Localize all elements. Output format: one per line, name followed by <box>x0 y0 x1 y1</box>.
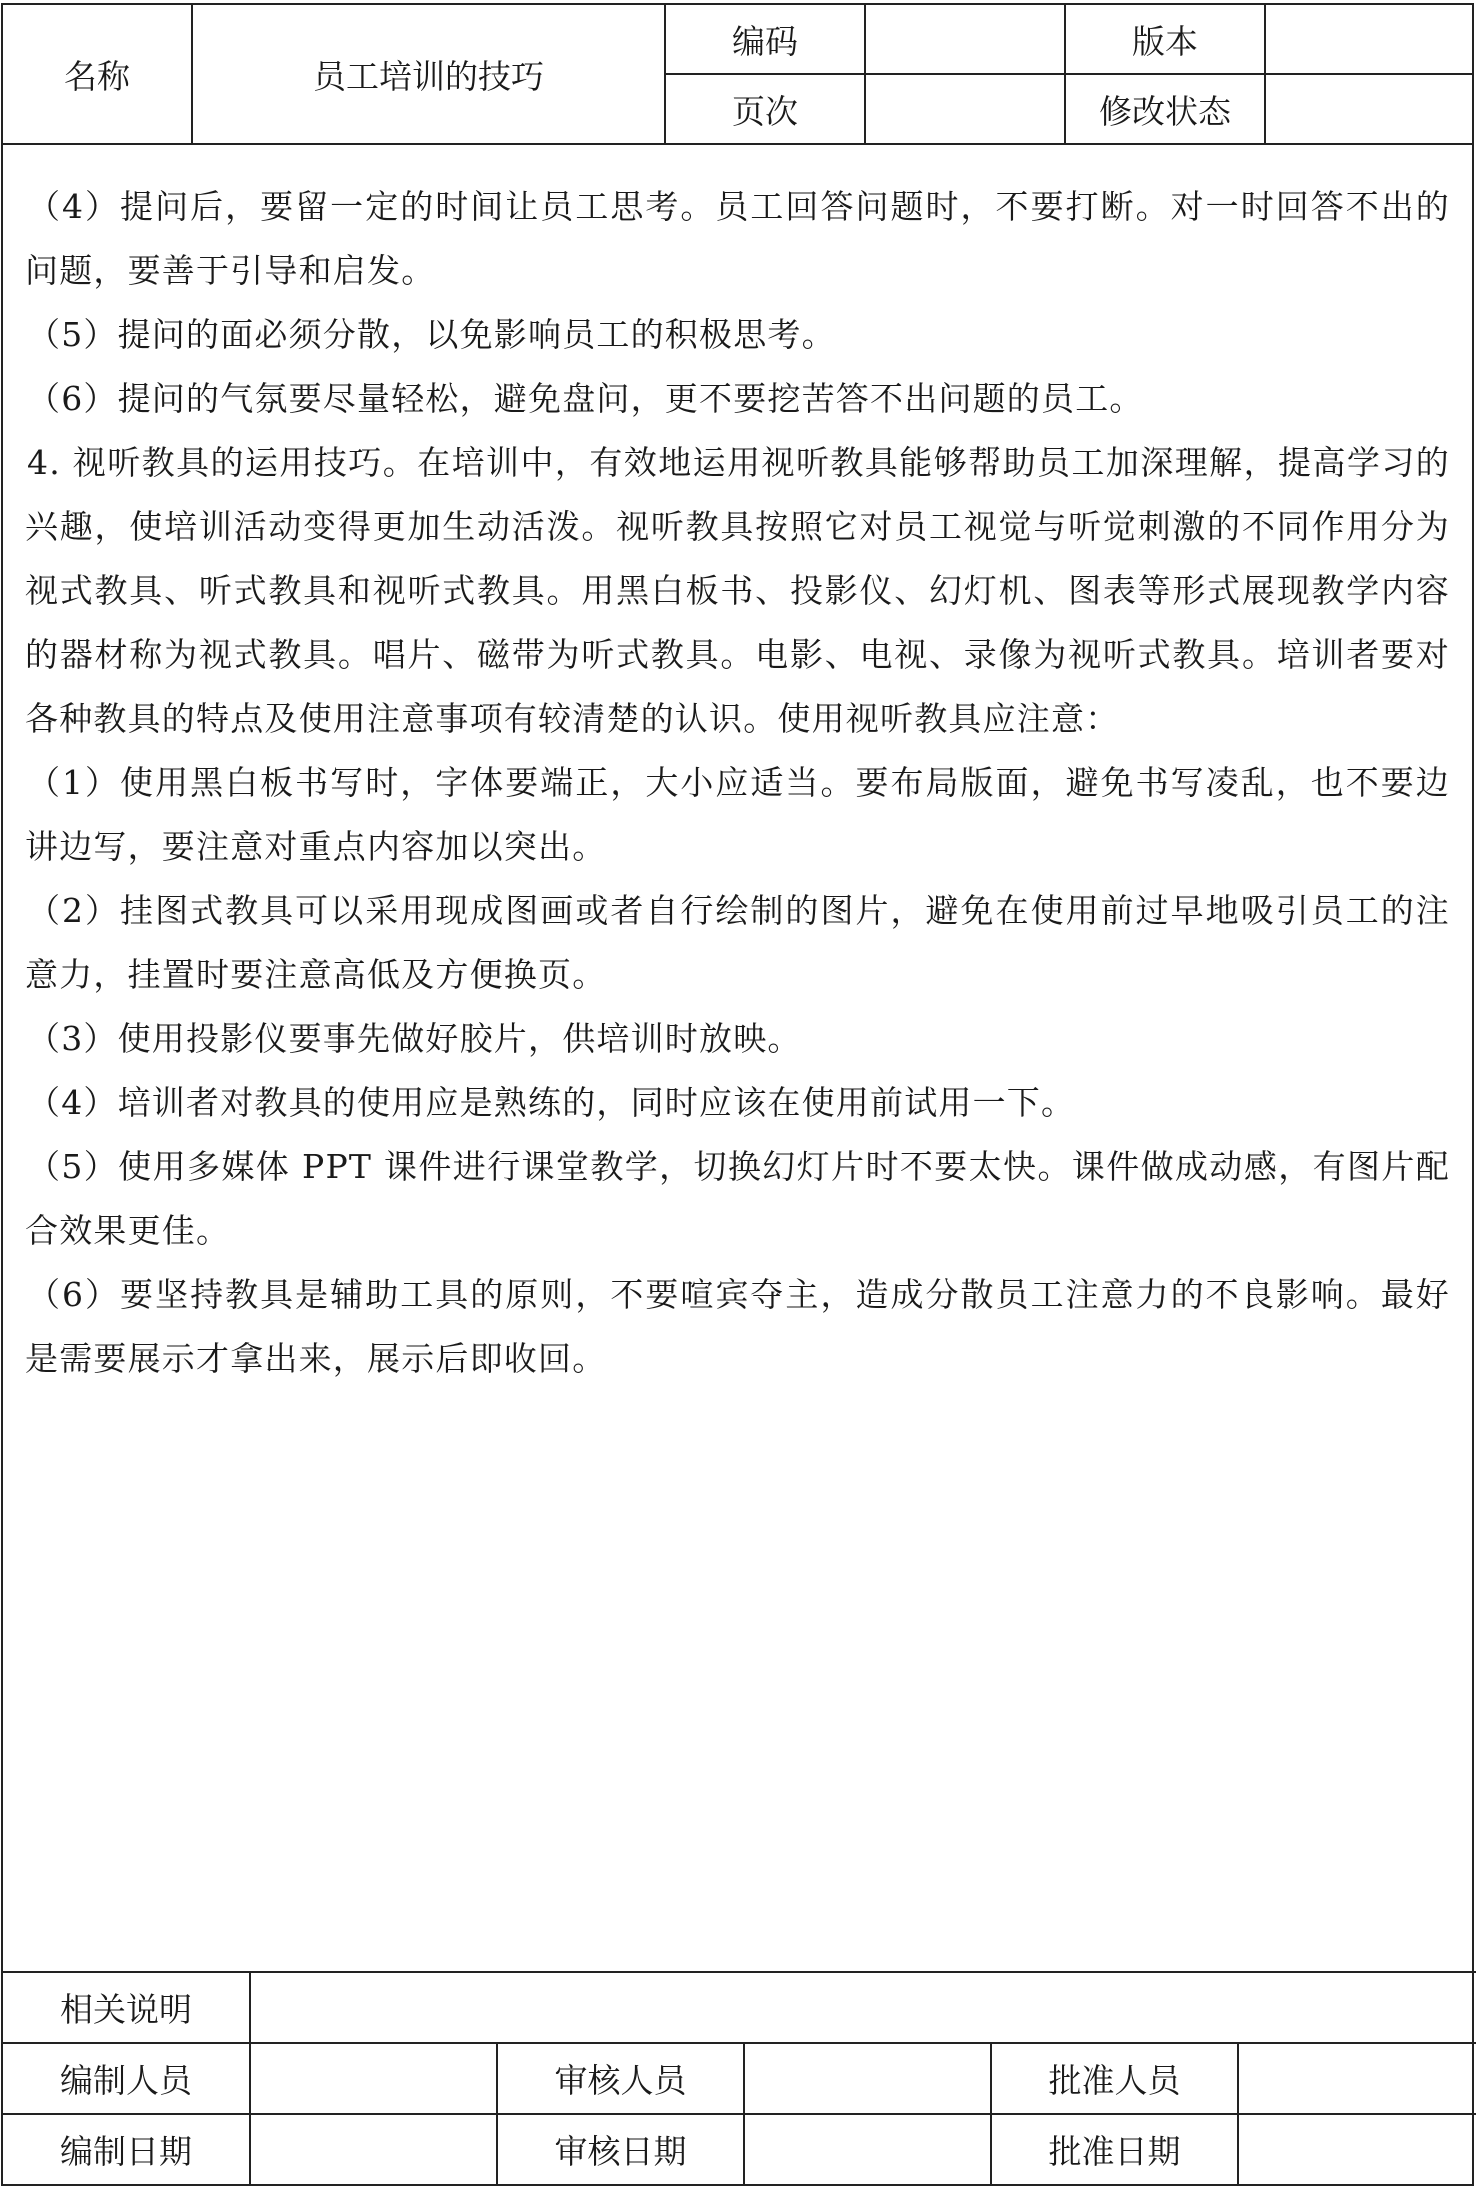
review-date-label: 审核日期 <box>497 2114 744 2184</box>
review-date-value <box>744 2114 991 2184</box>
editor-value <box>250 2043 497 2114</box>
paragraph: （5）提问的面必须分散，以免影响员工的积极思考。 <box>27 315 836 354</box>
code-value <box>865 5 1065 74</box>
paragraph: （5）使用多媒体 PPT 课件进行课堂教学，切换幻灯片时不要太快。课件做成动感，有图片配合效果更佳。 <box>25 1147 1450 1250</box>
approver-label: 批准人员 <box>991 2043 1238 2114</box>
reviewer-label: 审核人员 <box>497 2043 744 2114</box>
paragraph: 4. 视听教具的运用技巧。在培训中，有效地运用视听教具能够帮助员工加深理解，提高学习的兴趣，使培训活动变得更加生动活泼。视听教具按照它对员工视觉与听觉刺激的不同作用分为视式教具、听式教具和视听式教具。用黑白板书、投影仪、幻灯机、图表等形式展现教学内容的器材称为视式教具。唱片、磁带为听式教具。电影、电视、录像为视听式教具。培训者要对各种教具的特点及使用注意事项有较清楚的认识。使用视听教具应注意： <box>25 443 1450 738</box>
notes-label: 相关说明 <box>3 1972 250 2043</box>
edit-date-label: 编制日期 <box>3 2114 250 2184</box>
editor-label: 编制人员 <box>3 2043 250 2114</box>
name-label: 名称 <box>3 5 192 144</box>
paragraph: （1）使用黑白板书写时，字体要端正，大小应适当。要布局版面，避免书写凌乱，也不要边讲边写，要注意对重点内容加以突出。 <box>25 763 1450 866</box>
approve-date-label: 批准日期 <box>991 2114 1238 2184</box>
revision-value <box>1265 74 1474 144</box>
version-label: 版本 <box>1065 5 1265 74</box>
approver-value <box>1238 2043 1476 2114</box>
footer-table <box>3 1971 1476 2184</box>
revision-label: 修改状态 <box>1065 74 1265 144</box>
paragraph: （3）使用投影仪要事先做好胶片，供培训时放映。 <box>27 1019 802 1058</box>
paragraph: （2）挂图式教具可以采用现成图画或者自行绘制的图片，避免在使用前过早地吸引员工的注意力，挂置时要注意高低及方便换页。 <box>25 891 1450 994</box>
document-frame <box>1 3 1474 2186</box>
edit-date-value <box>250 2114 497 2184</box>
header-table <box>3 5 1474 145</box>
paragraph: （4）提问后，要留一定的时间让员工思考。员工回答问题时，不要打断。对一时回答不出的问题，要善于引导和启发。 <box>25 187 1450 290</box>
notes-value <box>250 1972 1476 2043</box>
version-value <box>1265 5 1474 74</box>
document-title: 员工培训的技巧 <box>192 5 665 144</box>
page-label: 页次 <box>665 74 865 144</box>
paragraph: （6）提问的气氛要尽量轻松，避免盘问，更不要挖苦答不出问题的员工。 <box>27 379 1144 418</box>
approve-date-value <box>1238 2114 1476 2184</box>
code-label: 编码 <box>665 5 865 74</box>
paragraph: （4）培训者对教具的使用应是熟练的，同时应该在使用前试用一下。 <box>27 1083 1076 1122</box>
reviewer-value <box>744 2043 991 2114</box>
paragraph: （6）要坚持教具是辅助工具的原则，不要喧宾夺主，造成分散员工注意力的不良影响。最好是需要展示才拿出来，展示后即收回。 <box>25 1275 1450 1378</box>
page-value <box>865 74 1065 144</box>
body-content <box>25 175 1450 1391</box>
